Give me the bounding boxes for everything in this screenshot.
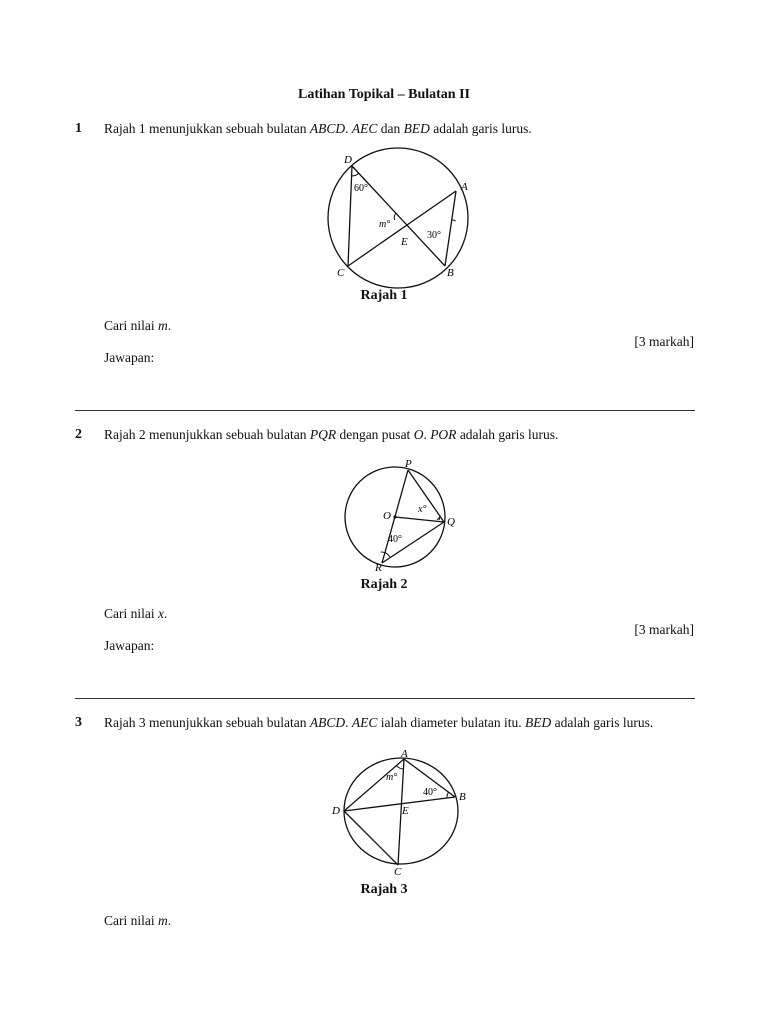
angle-label-60: 60°: [354, 183, 368, 194]
question-3-text: Rajah 3 menunjukkan sebuah bulatan ABCD. AEC ialah diameter bulatan itu. BED adalah garis lurus.: [104, 715, 654, 730]
question-1-text: Rajah 1 menunjukkan sebuah bulatan ABCD. AEC dan BED adalah garis lurus.: [104, 121, 532, 136]
figure-rajah-2: [335, 455, 470, 573]
figure-caption-rajah-1: Rajah 1: [360, 288, 408, 303]
question-1-number: 1: [75, 121, 82, 136]
question-1-marks: [3 markah]: [634, 334, 694, 349]
section-divider: [75, 698, 695, 699]
point-label-c: C: [394, 866, 402, 878]
angle-label-m: m°: [386, 772, 398, 783]
figure-caption-rajah-2: Rajah 2: [360, 577, 408, 592]
point-label-e: E: [402, 805, 409, 817]
point-label-c: C: [337, 267, 345, 279]
angle-label-30: 30°: [427, 230, 441, 241]
point-label-d: D: [332, 805, 340, 817]
figure-rajah-1: [320, 150, 480, 285]
angle-label-40: 40°: [388, 534, 402, 545]
section-divider: [75, 410, 695, 411]
angle-label-x: x°: [418, 504, 427, 515]
question-2-text: Rajah 2 menunjukkan sebuah bulatan PQR dengan pusat O. POR adalah garis lurus.: [104, 427, 559, 442]
question-2-task: Cari nilai x.: [104, 606, 168, 621]
point-label-o: O: [383, 510, 391, 522]
point-label-a: A: [461, 181, 468, 193]
point-label-q: Q: [447, 516, 455, 528]
question-1-answer-label: Jawapan:: [104, 350, 155, 365]
question-2-answer-label: Jawapan:: [104, 638, 155, 653]
point-label-a: A: [401, 748, 408, 760]
point-label-e: E: [401, 236, 408, 248]
figure-caption-rajah-3: Rajah 3: [360, 882, 408, 897]
question-2-number: 2: [75, 427, 82, 442]
point-label-b: B: [447, 267, 454, 279]
point-label-p: P: [405, 458, 412, 470]
angle-label-m: m°: [379, 219, 391, 230]
angle-label-40: 40°: [423, 787, 437, 798]
question-1-task: Cari nilai m.: [104, 318, 172, 333]
figure-rajah-3: [325, 745, 475, 877]
point-label-b: B: [459, 791, 466, 803]
point-label-d: D: [344, 154, 352, 166]
question-2-marks: [3 markah]: [634, 622, 694, 637]
point-label-r: R: [375, 562, 382, 574]
page-title: Latihan Topikal – Bulatan II: [298, 87, 470, 102]
question-3-number: 3: [75, 715, 82, 730]
question-3-task: Cari nilai m.: [104, 913, 172, 928]
